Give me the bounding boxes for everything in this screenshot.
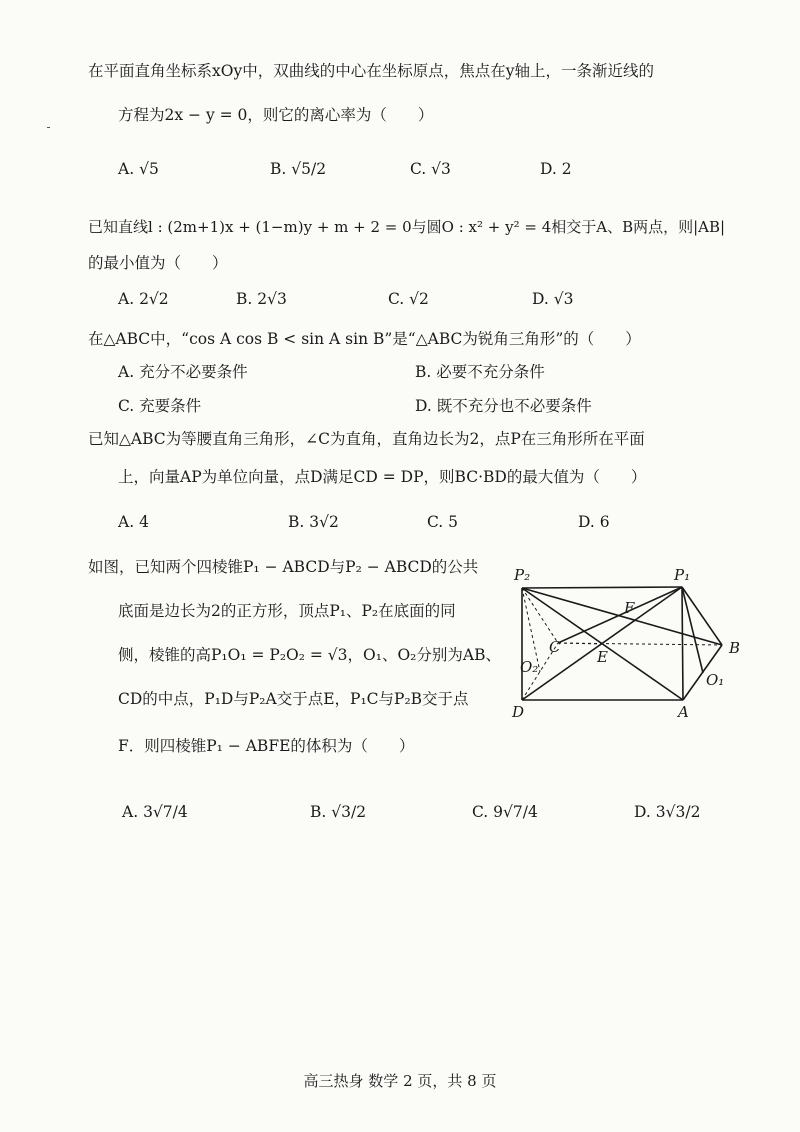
q6-stem-line-2: 方程为2x − y = 0，则它的离心率为（ ）	[118, 106, 434, 124]
label-p2: P₂	[514, 566, 531, 584]
label-p1: P₁	[674, 566, 691, 584]
option-value: √5	[139, 160, 159, 178]
option-value: 9√7/4	[493, 803, 538, 821]
option-label: B.	[415, 363, 432, 381]
label-e: E	[597, 648, 608, 666]
option-label: D.	[634, 803, 651, 821]
q8-option-a	[118, 365, 248, 381]
edge-p1-c	[558, 587, 682, 643]
q7-option-a	[118, 292, 169, 308]
option-value: 3√2	[309, 513, 339, 531]
option-label: C.	[118, 397, 135, 415]
q10-option-b	[310, 805, 366, 821]
option-value: 3√7/4	[143, 803, 188, 821]
edge-p1-b	[682, 587, 722, 645]
q9-option-a	[118, 515, 149, 531]
q10-stem-line-5: F．则四棱锥P₁ − ABFE的体积为（ ）	[118, 737, 415, 755]
label-c: C	[549, 638, 561, 656]
label-o1: O₁	[706, 671, 725, 689]
option-value: 充要条件	[139, 397, 202, 415]
q10-stem-line-4: CD的中点，P₁D与P₂A交于点E，P₁C与P₂B交于点	[118, 690, 469, 708]
q10-option-c	[472, 805, 538, 821]
option-label: A.	[118, 513, 135, 531]
q6-option-c	[410, 162, 451, 178]
option-label: B.	[310, 803, 327, 821]
option-value: √3	[553, 290, 574, 308]
option-label: A.	[118, 160, 135, 178]
option-label: B.	[270, 160, 287, 178]
edge-p2-p1	[522, 587, 682, 588]
edge-p1-a	[682, 587, 683, 700]
option-label: A.	[118, 290, 135, 308]
label-a: A	[678, 703, 689, 721]
option-value: 6	[599, 513, 610, 531]
label-d: D	[512, 703, 525, 721]
option-value: 4	[139, 513, 149, 531]
option-label: C.	[410, 160, 427, 178]
option-value: 既不充分也不必要条件	[436, 397, 592, 415]
q10-stem-line-1: 如图，已知两个四棱锥P₁ − ABCD与P₂ − ABCD的公共	[88, 558, 479, 576]
pyramid-figure	[500, 560, 750, 725]
q9-stem-line-2: 上，向量AP为单位向量，点D满足CD = DP，则BC·BD的最大值为（ ）	[118, 468, 647, 486]
scan-mark	[47, 127, 50, 128]
q7-option-b	[236, 292, 287, 308]
q8-option-d	[415, 399, 592, 415]
edge-p1-o1	[682, 587, 703, 673]
option-value: 2√2	[139, 290, 169, 308]
edge-p2-b	[522, 588, 722, 645]
q6-stem-line-1: 在平面直角坐标系xOy中，双曲线的中心在坐标原点，焦点在y轴上，一条渐近线的	[88, 62, 654, 80]
q9-option-b	[288, 515, 339, 531]
q8-option-c	[118, 399, 201, 415]
option-label: C.	[472, 803, 489, 821]
q9-stem-line-1: 已知△ABC为等腰直角三角形，∠C为直角，直角边长为2，点P在三角形所在平面	[88, 430, 645, 448]
option-label: D.	[415, 397, 432, 415]
label-f: F	[624, 599, 635, 617]
option-label: A.	[122, 803, 139, 821]
q6-option-b	[270, 162, 326, 178]
option-value: 5	[448, 513, 459, 531]
q10-stem-line-3: 侧，棱锥的高P₁O₁ = P₂O₂ = √3，O₁、O₂分别为AB、	[118, 646, 501, 664]
option-value: 2	[561, 160, 572, 178]
label-b: B	[729, 639, 741, 657]
q10-stem-line-2: 底面是边长为2的正方形，顶点P₁、P₂在底面的同	[118, 602, 456, 620]
option-value: 必要不充分条件	[436, 363, 545, 381]
option-value: √3/2	[331, 803, 367, 821]
option-value: √2	[409, 290, 429, 308]
q6-option-a	[118, 162, 159, 178]
q7-option-d	[532, 292, 574, 308]
q8-stem-line-1: 在△ABC中，“cos A cos B < sin A sin B”是“△ABC为锐角三角形”的（ ）	[88, 330, 641, 348]
option-label: A.	[118, 363, 135, 381]
option-value: √3	[431, 160, 451, 178]
q8-option-b	[415, 365, 545, 381]
option-label: B.	[236, 290, 253, 308]
q6-option-d	[540, 162, 572, 178]
option-label: B.	[288, 513, 305, 531]
option-label: D.	[578, 513, 595, 531]
option-value: 2√3	[257, 290, 287, 308]
q9-option-d	[578, 515, 610, 531]
q10-option-d	[634, 805, 700, 821]
q7-stem-line-1: 已知直线l : (2m+1)x + (1−m)y + m + 2 = 0与圆O : x² + y² = 4相交于A、B两点，则|AB|	[88, 218, 726, 236]
q9-option-c	[427, 515, 458, 531]
option-label: C.	[388, 290, 405, 308]
q7-stem-line-2: 的最小值为（ ）	[88, 254, 228, 272]
option-value: 充分不必要条件	[139, 363, 248, 381]
option-label: C.	[427, 513, 444, 531]
q7-option-c	[388, 292, 429, 308]
option-label: D.	[532, 290, 549, 308]
q10-option-a	[122, 805, 188, 821]
page-footer: 高三热身 数学 2 页，共 8 页	[303, 1072, 497, 1090]
option-value: 3√3/2	[655, 803, 701, 821]
label-o2: O₂	[520, 658, 539, 676]
option-label: D.	[540, 160, 557, 178]
option-value: √5/2	[291, 160, 327, 178]
